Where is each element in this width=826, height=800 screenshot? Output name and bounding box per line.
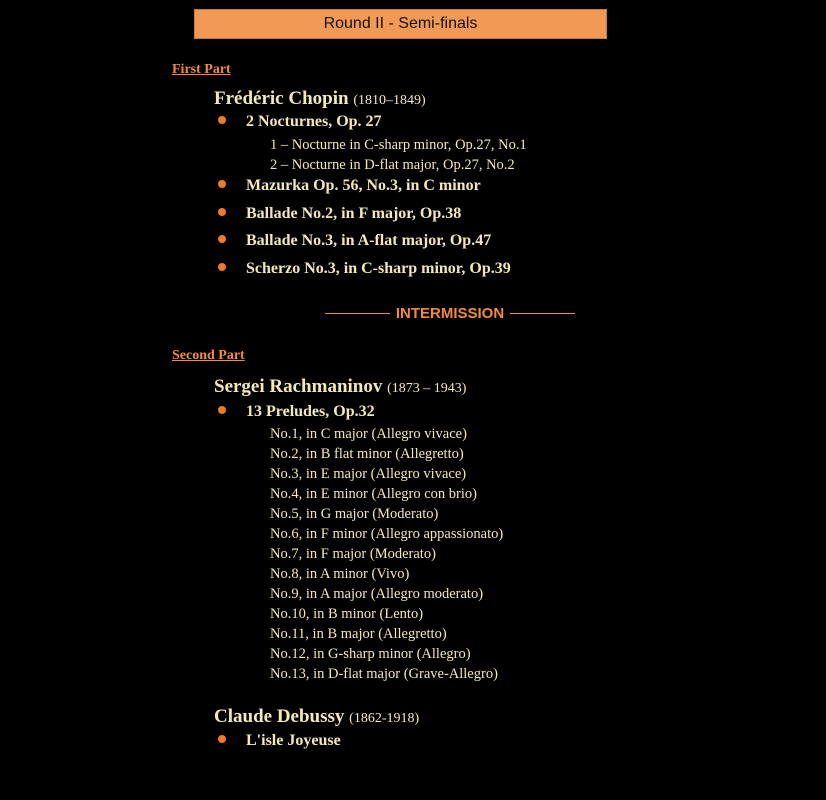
- bullet-icon: [218, 263, 226, 271]
- composer-name: Frédéric Chopin: [214, 88, 349, 109]
- composer-dates: (1873 – 1943): [387, 381, 467, 396]
- work-item: [214, 177, 481, 195]
- prelude-item: No.11, in B major (Allegretto): [270, 626, 447, 642]
- prelude-item: No.3, in E major (Allegro vivace): [270, 466, 467, 482]
- bullet-icon: [218, 116, 226, 124]
- bullet-icon: [218, 208, 226, 216]
- prelude-item: No.6, in F minor (Allegro appassionato): [270, 526, 504, 542]
- divider-line: [325, 313, 390, 314]
- composer-rachmaninov: [214, 376, 466, 398]
- second-part-label: Second Part: [172, 348, 245, 363]
- composer-dates: (1810–1849): [353, 93, 426, 108]
- composer-debussy: [214, 706, 419, 728]
- composer-chopin: [214, 88, 426, 110]
- bullet-icon: [218, 235, 226, 243]
- intermission-divider: [325, 302, 575, 324]
- work-title: Scherzo No.3, in C-sharp minor, Op.39: [246, 260, 511, 277]
- work-title: Ballade No.3, in A-flat major, Op.47: [246, 232, 492, 249]
- prelude-item: No.12, in G-sharp minor (Allegro): [270, 646, 471, 662]
- work-title: L'isle Joyeuse: [246, 732, 341, 749]
- composer-name: Claude Debussy: [214, 706, 345, 727]
- bullet-icon: [218, 735, 226, 743]
- composer-name: Sergei Rachmaninov: [214, 376, 383, 397]
- bullet-icon: [218, 180, 226, 188]
- work-title: Ballade No.2, in F major, Op.38: [246, 205, 462, 222]
- round-title: Round II - Semi-finals: [323, 15, 478, 32]
- work-item: [214, 205, 461, 223]
- bullet-icon: [218, 406, 226, 414]
- work-item: [214, 260, 511, 278]
- prelude-item: No.2, in B flat minor (Allegretto): [270, 446, 464, 462]
- divider-line: [510, 313, 575, 314]
- work-title: 13 Preludes, Op.32: [246, 403, 375, 420]
- prelude-item: No.13, in D-flat major (Grave-Allegro): [270, 666, 498, 682]
- work-title: Mazurka Op. 56, No.3, in C minor: [246, 177, 481, 194]
- prelude-item: No.8, in A minor (Vivo): [270, 566, 410, 582]
- composer-dates: (1862-1918): [349, 711, 420, 726]
- prelude-item: No.9, in A major (Allegro moderato): [270, 586, 484, 602]
- work-item: [214, 732, 341, 750]
- prelude-item: No.7, in F major (Moderato): [270, 546, 436, 562]
- sub-item: 1 – Nocturne in C-sharp minor, Op.27, No.1: [270, 137, 527, 153]
- work-item: [214, 403, 375, 421]
- sub-item: 2 – Nocturne in D-flat major, Op.27, No.2: [270, 157, 515, 173]
- work-title: 2 Nocturnes, Op. 27: [246, 113, 382, 130]
- prelude-item: No.4, in E minor (Allegro con brio): [270, 486, 477, 502]
- intermission-label: INTERMISSION: [395, 304, 505, 322]
- prelude-item: No.1, in C major (Allegro vivace): [270, 426, 467, 442]
- work-item: [214, 113, 382, 131]
- work-item: [214, 232, 491, 250]
- prelude-item: No.5, in G major (Moderato): [270, 506, 439, 522]
- first-part-label: First Part: [172, 62, 231, 77]
- round-title-bar: [194, 9, 607, 39]
- prelude-item: No.10, in B minor (Lento): [270, 606, 424, 622]
